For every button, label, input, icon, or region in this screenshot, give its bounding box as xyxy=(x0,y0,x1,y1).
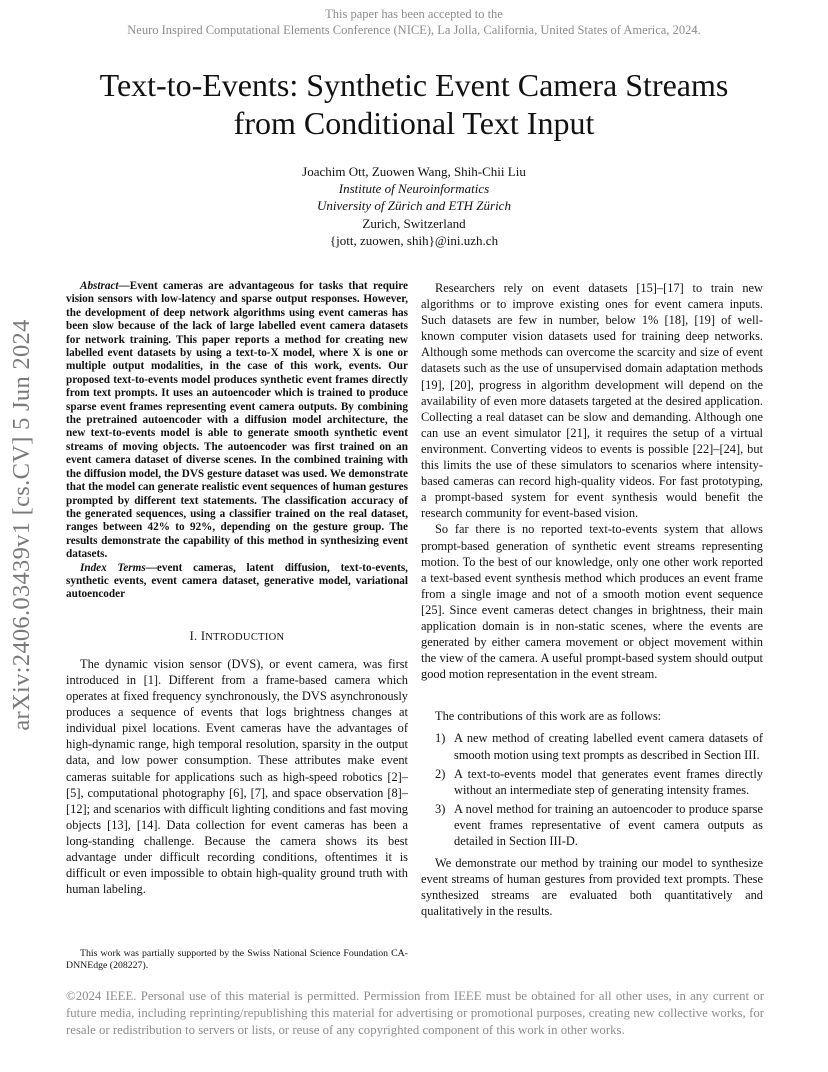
list-item xyxy=(421,766,763,798)
paragraph-related-work: So far there is no reported text-to-events system that allows prompt-based generation of synthetic event streams representing motion. To the best of our knowledge, only one other work reported a text-based event synthesis method which produces an event frame from a single image and not of a smooth motion event sequence [25]. Since event cameras detect changes in brightness, their main application domain is in non-static scenes, where the events are generated by either camera movement or object movement within the view of the camera. A useful prompt-based system should output good motion representation in the event stream. xyxy=(421,522,763,682)
section-smallcaps: NTRODUCTION xyxy=(205,631,285,643)
list-number: 3) xyxy=(435,801,446,816)
author-names: Joachim Ott, Zuowen Wang, Shih-Chii Liu xyxy=(302,164,526,179)
funding-footnote: This work was partially supported by the Swiss National Science Foundation CA-DNNEdge (208227). xyxy=(66,948,408,972)
contributions-intro: The contributions of this work are as follows: xyxy=(435,709,662,724)
author-university: University of Zürich and ETH Zürich xyxy=(317,198,511,214)
arxiv-identifier: arXiv:2406.03439v1 [cs.CV] 5 Jun 2024 xyxy=(8,319,35,731)
contributions-list xyxy=(421,730,763,849)
list-number: 1) xyxy=(435,731,446,746)
author-institute: Institute of Neuroinformatics xyxy=(338,181,490,197)
left-column xyxy=(66,280,408,897)
section-numeral: I. xyxy=(189,628,201,643)
author-block xyxy=(214,163,614,249)
section-cap: I xyxy=(200,628,206,643)
paragraph-datasets: Researchers rely on event datasets [15]–[17] to train new algorithms or to improve existing ones for event camera inputs. Such datasets are few in number, below 1% [18], [19] of well-known computer vision datasets used for training deep networks. Although some methods can overcome the scarcity and size of event datasets such as the use of unsupervised domain adaptation methods [19], [20], progress in algorithm development will depend on the availability of even more datasets targeted at the desired application. Collecting a real dataset can be slow and demanding. Although one can use an event simulator [21], it requires the setup of a virtual environment. Converting videos to events is possible [22]–[24], but this limits the use of these simulators to scenarios where intensity-based cameras can record high-quality videos. For fast prototyping, a prompt-based system for event synthesis would benefit the research community for event-based vision. xyxy=(421,281,763,521)
section-heading-introduction xyxy=(66,628,408,646)
author-email: {jott, zuowen, shih}@ini.uzh.ch xyxy=(329,232,499,248)
right-column xyxy=(421,280,763,919)
list-number: 2) xyxy=(435,766,446,781)
list-text: A novel method for training an autoencoder to produce sparse event frames representative of event camera outputs as detailed in Section III-D. xyxy=(454,801,763,848)
acceptance-note: This paper has been accepted to the xyxy=(325,7,503,21)
abstract xyxy=(66,280,408,562)
copyright-notice: ©2024 IEEE. Personal use of this material is permitted. Permission from IEEE must be obtained for all other uses, in any current or future media, including reprinting/republishing this material for advertising or promotional purposes, creating new collective works, for resale or redistribution to servers or lists, or reuse of any copyrighted component of this work in other works. xyxy=(66,989,764,1038)
list-text: A new method of creating labelled event camera datasets of smooth motion using text prompts as described in Section III. xyxy=(454,731,763,762)
title-line-1: Text-to-Events: Synthetic Event Camera Streams xyxy=(99,67,729,103)
list-item xyxy=(421,801,763,849)
conference-note: Neuro Inspired Computational Elements Conference (NICE), La Jolla, California, United States of America, 2024. xyxy=(127,23,701,37)
abstract-label: Abstract xyxy=(80,280,119,292)
index-terms-text: —event cameras, latent diffusion, text-to-events, synthetic events, event camera dataset, generative model, variational autoencoder xyxy=(66,561,408,601)
index-terms xyxy=(66,562,408,602)
paragraph-demonstration: We demonstrate our method by training our model to synthesize event streams of human gestures from provided text prompts. These synthesized streams are evaluated both quantitatively and qualitatively in the results. xyxy=(421,856,763,919)
arxiv-sidebar xyxy=(2,295,42,755)
list-text: A text-to-events model that generates event frames directly without an intermediate step of generating intensity frames. xyxy=(454,766,763,797)
abstract-text: —Event cameras are advantageous for tasks that require vision sensors with low-latency and sparse output responses. However, the development of deep network algorithms using event cameras has been slow because of the lack of large labelled event camera datasets for network training. This paper reports a method for creating new labelled event datasets by using a text-to-X model, where X is one or multiple output modalities, in the case of this work, events. Our proposed text-to-events model produces synthetic event frames directly from text prompts. It uses an autoencoder which is trained to produce sparse event frames representing event camera outputs. By combining the pretrained autoencoder with a diffusion model architecture, the new text-to-events model is able to generate smooth synthetic event streams of moving objects. The autoencoder was first trained on an event camera dataset of diverse scenes. In the combined training with the diffusion model, the DVS gesture dataset was used. We demonstrate that the model can generate realistic event sequences of human gestures prompted by different text statements. The classification accuracy of the generated sequences, using a classifier trained on the real dataset, ranges between 42% to 92%, depending on the gesture group. The results demonstrate the capability of this method in synthesizing event datasets. xyxy=(66,280,408,561)
paper-title xyxy=(60,66,768,142)
index-terms-label: Index Terms xyxy=(80,561,146,574)
list-item xyxy=(421,730,763,762)
title-line-2: from Conditional Text Input xyxy=(233,105,595,141)
intro-paragraph: The dynamic vision sensor (DVS), or event camera, was first introduced in [1]. Different from a frame-based camera which operates at fixed frequency synchronously, the DVS asynchronously produces a sequence of events that logs brightness changes at individual pixel locations. Event cameras have the advantages of high-dynamic range, high temporal resolution, sparsity in the output data, and low power consumption. These attributes make event cameras suitable for applications such as high-speed robotics [2]–[5], computational photography [6], [7], and space observation [8]–[12]; and scenarios with difficult lighting conditions and fast moving objects [13], [14]. Data collection for event cameras has been a long-standing challenge. Because the camera shows its best advantage under difficult recording conditions, oftentimes it is difficult or even impossible to obtain high-quality ground truth with human labeling. xyxy=(66,656,408,897)
author-location: Zurich, Switzerland xyxy=(362,215,466,231)
